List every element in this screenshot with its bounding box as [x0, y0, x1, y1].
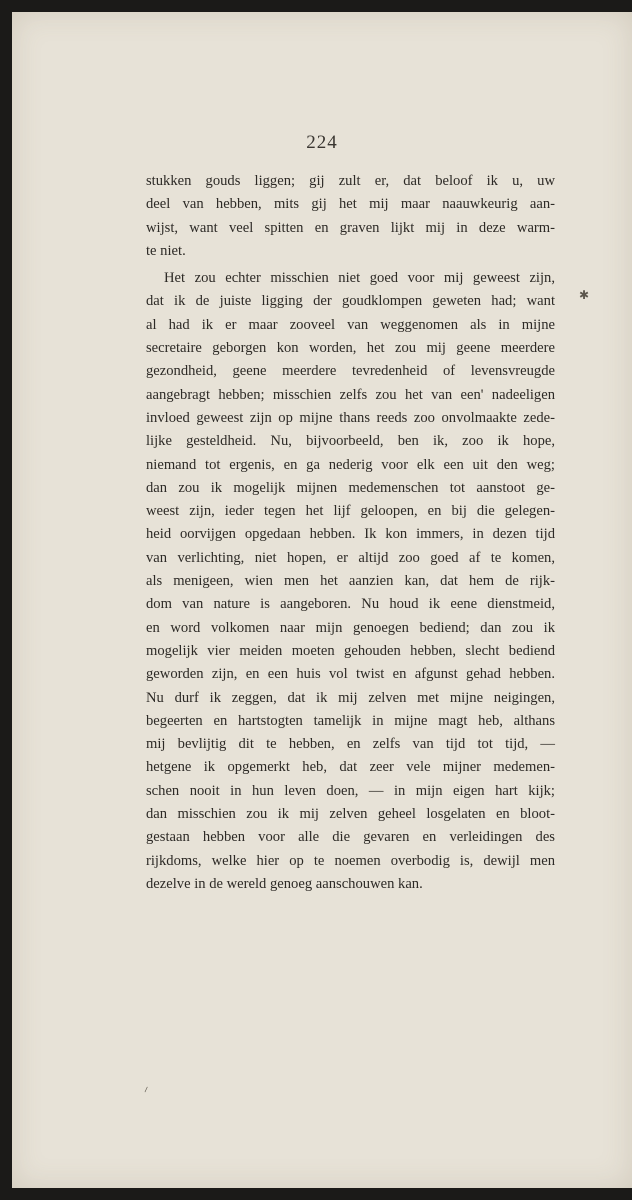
paragraph-1 — [146, 170, 555, 263]
text-line: al had ik er maar zooveel van weggenomen als in mijne — [146, 316, 555, 333]
text-line: niemand tot ergenis, en ga nederig voor elk een uit den weg; — [146, 456, 555, 473]
text-line: geworden zijn, en een huis vol twist en afgunst gehad hebben. — [146, 666, 555, 683]
paper-speck: ⸝ — [139, 1079, 151, 1095]
text-line: dat ik de juiste ligging der goudklompen geweten had; want — [146, 293, 555, 310]
text-line: Het zou echter misschien niet goed voor mij geweest zijn, — [164, 270, 555, 287]
text-line: dom van nature is aangeboren. Nu houd ik eene dienstmeid, — [146, 596, 555, 613]
text-line: gestaan hebben voor alle die gevaren en verleidingen des — [146, 829, 555, 846]
text-line: stukken gouds liggen; gij zult er, dat beloof ik u, uw — [146, 173, 555, 189]
text-line: mij bevlijtig dit te hebben, en zelfs van tijd tot tijd, — — [146, 736, 555, 753]
text-line: als menigeen, wien men het aanzien kan, dat hem de rijk- — [146, 573, 555, 590]
text-line: en word volkomen naar mijn genoegen bediend; dan zou ik — [146, 619, 555, 636]
text-line: lijke gesteldheid. Nu, bijvoorbeeld, ben ik, zoo ik hope, — [146, 433, 555, 450]
text-line: Nu durf ik zeggen, dat ik mij zelven met mijne neigingen, — [146, 689, 555, 706]
text-line: heid oorvijgen opgedaan hebben. Ik kon immers, in dezen tijd — [146, 526, 555, 543]
text-line: weest zijn, ieder tegen het lijf geloopen, en bij die gelegen- — [146, 503, 555, 520]
text-line: van verlichting, niet hopen, er altijd zoo goed af te komen, — [146, 549, 555, 566]
text-line: rijkdoms, welke hier op te noemen overbodig is, dewijl men — [146, 852, 555, 869]
body-text — [146, 170, 555, 896]
paper-speck: ✱ — [579, 288, 590, 302]
text-line: deel van hebben, mits gij het mij maar naauwkeurig aan- — [146, 196, 555, 213]
text-line: te niet. — [146, 242, 186, 259]
text-line: hetgene ik opgemerkt heb, dat zeer vele mijner medemen- — [146, 759, 555, 776]
text-line: dan misschien zou ik mij zelven geheel losgelaten en bloot- — [146, 806, 555, 823]
text-line: gezondheid, geene meerdere tevredenheid of levensvreugde — [146, 363, 555, 380]
paragraph-2 — [146, 267, 555, 896]
book-page — [12, 12, 632, 1188]
text-line: aangebragt hebben; misschien zelfs zou het van een' nadeeligen — [146, 386, 555, 403]
text-line: wijst, want veel spitten en graven lijkt mij in deze warm- — [146, 219, 555, 236]
text-line: begeerten en hartstogten tamelijk in mijne magt heb, althans — [146, 712, 555, 729]
text-line: secretaire geborgen kon worden, het zou mij geene meerdere — [146, 340, 555, 357]
text-line: dan zou ik mogelijk mijnen medemenschen tot aanstoot ge- — [146, 479, 555, 496]
text-line: dezelve in de wereld genoeg aanschouwen kan. — [146, 875, 423, 892]
text-line: invloed geweest zijn op mijne thans reeds zoo onvolmaakte zede- — [146, 409, 555, 426]
page-number: 224 — [306, 132, 338, 153]
text-line: mogelijk vier meiden moeten gehouden hebben, slecht bediend — [146, 642, 555, 659]
text-line: schen nooit in hun leven doen, — in mijn eigen hart kijk; — [146, 782, 555, 799]
